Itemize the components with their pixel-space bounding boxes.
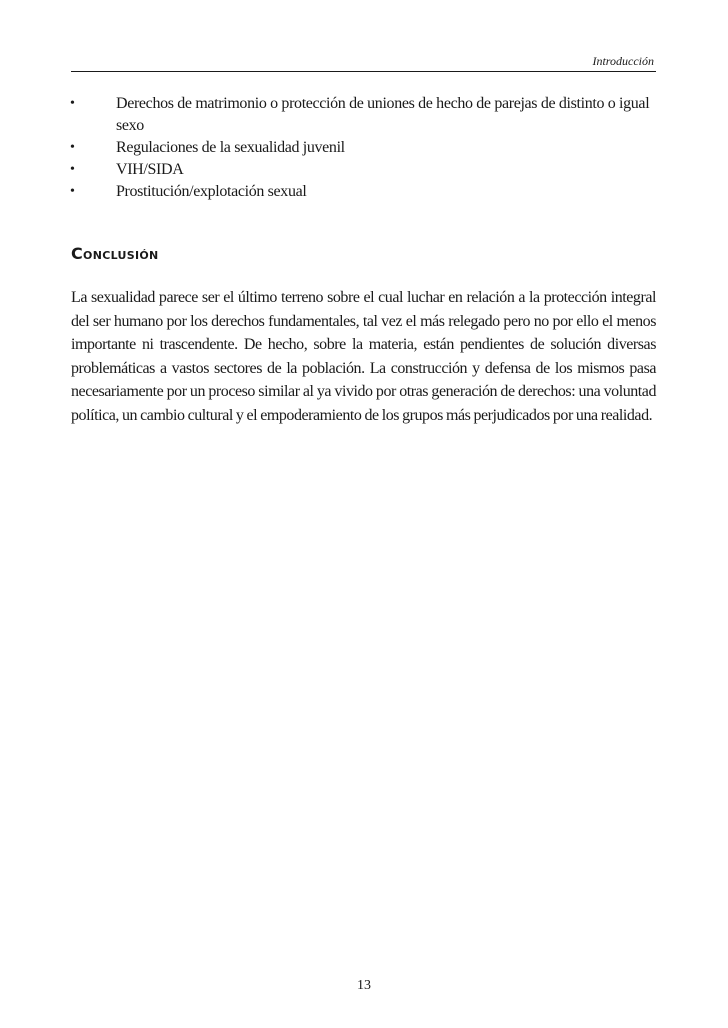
list-item (71, 159, 656, 181)
list-item-text: Prostitución/explotación sexual (116, 183, 307, 200)
bullet-icon: • (70, 184, 75, 199)
bullet-icon: • (70, 162, 75, 177)
list-item-text: Regulaciones de la sexualidad juvenil (116, 139, 345, 156)
page-number: 13 (357, 978, 371, 993)
list-item (71, 93, 656, 137)
bullet-icon: • (70, 140, 75, 155)
body-paragraph: La sexualidad parece ser el último terreno sobre el cual luchar en relación a la protección integral del ser humano por los derechos fundamentales, tal vez el más relegado pero no por ello el menos importante ni trascendente. De hecho, sobre la materia, están pendientes de solución diversas problemáticas a vastos sectores de la población. La construcción y defensa de los mismos pasa necesariamente por un proceso similar al ya vivido por otras generación de derechos: una voluntad política, un cambio cultural y el empoderamiento de los grupos más perjudicados por una realidad. (71, 289, 656, 424)
bullet-list (71, 93, 656, 203)
list-item-text: Derechos de matrimonio o protección de uniones de hecho de parejas de distinto o igual sexo (116, 95, 650, 134)
header-rule (71, 71, 656, 72)
list-item (71, 181, 656, 203)
section-heading: Conclusión (71, 244, 159, 263)
running-header-title: Introducción (592, 54, 654, 68)
bullet-icon: • (70, 96, 75, 111)
list-item-text: VIH/SIDA (116, 161, 184, 178)
list-item (71, 137, 656, 159)
